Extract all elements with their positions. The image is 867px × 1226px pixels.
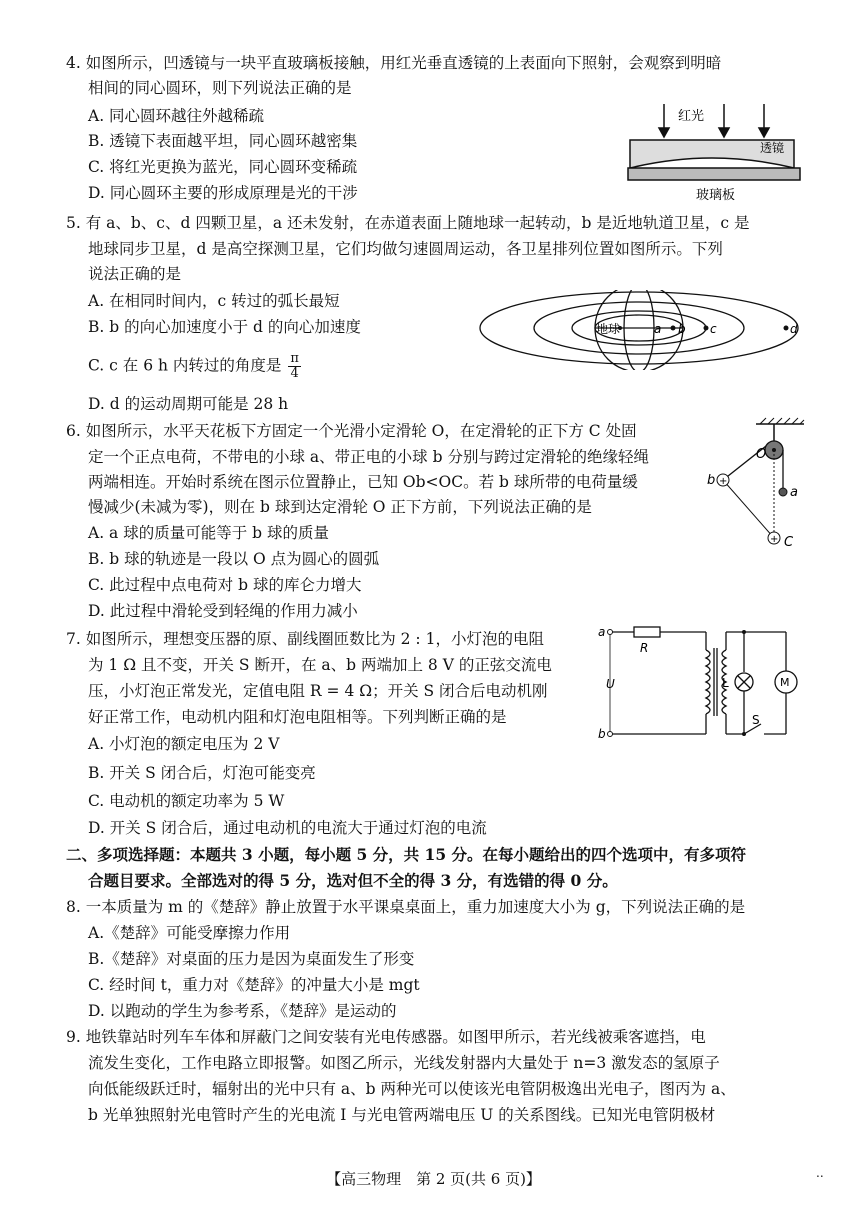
- q7-label-switch: S: [752, 713, 760, 727]
- q4-lens-label: 透镜: [760, 141, 785, 155]
- q5-option-d: D. d 的运动周期可能是 28 h: [88, 395, 289, 413]
- q5-stem-line-1: 5. 有 a、b、c、d 四颗卫星，a 还未发射，在赤道表面上随地球一起转动，b 是近地轨道卫星，c 是: [66, 214, 750, 232]
- q8-option-d: D. 以跑动的学生为参考系，《楚辞》是运动的: [88, 1002, 397, 1020]
- q4-lens-figure: [624, 100, 804, 205]
- q7-label-u: U: [606, 677, 615, 691]
- q5-option-c: [88, 352, 303, 381]
- q7-label-lamp: L: [722, 676, 729, 690]
- q5-option-a: A. 在相同时间内，c 转过的弧长最短: [88, 292, 340, 310]
- section2-heading-line-1: 二、多项选择题：本题共 3 小题，每小题 5 分，共 15 分。在每小题给出的四个选项中，有多项符: [66, 845, 747, 864]
- q5-label-c: c: [710, 322, 717, 336]
- q5-earth-label: 地球: [596, 322, 621, 336]
- q4-stem-line-1: 4. 如图所示，凹透镜与一块平直玻璃板接触，用红光垂直透镜的上表面向下照射，会观察到明暗: [66, 54, 722, 72]
- q8-option-c: C. 经时间 t，重力对《楚辞》的冲量大小是 mgt: [88, 976, 420, 994]
- q6-label-o: O: [756, 447, 767, 462]
- q4-red-light-label: 红光: [678, 109, 705, 124]
- q4-option-b: B. 透镜下表面越平坦，同心圆环越密集: [88, 132, 358, 150]
- q8-stem: 8. 一本质量为 m 的《楚辞》静止放置于水平课桌桌面上，重力加速度大小为 g，下列说法正确的是: [66, 898, 746, 916]
- q4-option-a: A. 同心圆环越往外越稀疏: [88, 107, 265, 125]
- q7-option-a: A. 小灯泡的额定电压为 2 V: [88, 735, 280, 753]
- q7-stem-line-2: 为 1 Ω 且不变，开关 S 断开，在 a、b 两端加上 8 V 的正弦交流电: [88, 656, 552, 674]
- q7-label-b: b: [598, 727, 606, 741]
- q4-option-c: C. 将红光更换为蓝光，同心圆环变稀疏: [88, 158, 358, 176]
- q5-label-a: a: [654, 322, 662, 336]
- q5-fraction-denominator: 4: [290, 366, 299, 381]
- q5-option-c-text: C. c 在 6 h 内转过的角度是: [88, 356, 282, 375]
- q9-stem-line-4: b 光单独照射光电管时产生的光电流 I 与光电管两端电压 U 的关系图线。已知光电管阴极材: [88, 1106, 716, 1124]
- q5-option-b: B. b 的向心加速度小于 d 的向心加速度: [88, 318, 361, 336]
- q5-stem-line-2: 地球同步卫星，d 是高空探测卫星，它们均做匀速圆周运动，各卫星排列位置如图所示。下列: [88, 240, 723, 258]
- q7-label-r: R: [640, 641, 649, 655]
- q8-option-b: B.《楚辞》对桌面的压力是因为桌面发生了形变: [88, 950, 415, 968]
- q7-stem-line-3: 压，小灯泡正常发光，定值电阻 R = 4 Ω；开关 S 闭合后电动机刚: [88, 682, 548, 700]
- q7-stem-line-4: 好正常工作，电动机内阻和灯泡电阻相等。下列判断正确的是: [88, 708, 507, 726]
- svg-text:+: +: [719, 476, 728, 487]
- q6-stem-line-1: 6. 如图所示，水平天花板下方固定一个光滑小定滑轮 O，在定滑轮的正下方 C 处固: [66, 422, 637, 440]
- q6-label-a: a: [790, 485, 798, 500]
- q6-label-b: b: [707, 473, 716, 488]
- q7-stem-line-1: 7. 如图所示，理想变压器的原、副线圈匝数比为 2 : 1，小灯泡的电阻: [66, 630, 544, 648]
- q6-option-a: A. a 球的质量可能等于 b 球的质量: [88, 524, 329, 542]
- q5-label-b: b: [678, 322, 686, 336]
- q6-pulley-figure: [704, 416, 808, 556]
- q9-stem-line-3: 向低能级跃迁时，辐射出的光中只有 a、b 两种光可以使该光电管阴极逸出光电子，图丙为 a、: [88, 1080, 736, 1098]
- q5-fraction-numerator: π: [290, 351, 299, 366]
- q9-stem-line-2: 流发生变化，工作电路立即报警。如图乙所示，光线发射器内大量处于 n=3 激发态的氢原子: [88, 1054, 720, 1072]
- q9-stem-line-1: 9. 地铁靠站时列车车体和屏蔽门之间安装有光电传感器。如图甲所示，若光线被乘客遮挡，电: [66, 1028, 706, 1046]
- q7-option-b: B. 开关 S 闭合后，灯泡可能变亮: [88, 764, 316, 782]
- q6-option-d: D. 此过程中滑轮受到轻绳的作用力减小: [88, 602, 358, 620]
- q6-label-c: C: [784, 535, 794, 550]
- q7-option-d: D. 开关 S 闭合后，通过电动机的电流大于通过灯泡的电流: [88, 819, 487, 837]
- q6-option-c: C. 此过程中点电荷对 b 球的库仑力增大: [88, 576, 362, 594]
- q7-circuit-figure: [596, 620, 832, 744]
- q7-option-c: C. 电动机的额定功率为 5 W: [88, 792, 285, 810]
- section2-heading-line-2: 合题目要求。全部选对的得 5 分，选对但不全的得 3 分，有选错的得 0 分。: [88, 871, 618, 890]
- corner-mark: ..: [816, 1166, 824, 1180]
- q5-label-d: d: [790, 322, 798, 336]
- page-footer: 【高三物理 第 2 页(共 6 页)】: [326, 1170, 541, 1188]
- q4-option-d: D. 同心圆环主要的形成原理是光的干涉: [88, 184, 358, 202]
- q6-option-b: B. b 球的轨迹是一段以 O 点为圆心的圆弧: [88, 550, 380, 568]
- q4-stem-line-2: 相间的同心圆环，则下列说法正确的是: [88, 79, 352, 97]
- q5-stem-line-3: 说法正确的是: [88, 265, 182, 283]
- svg-text:+: +: [770, 534, 779, 545]
- q6-stem-line-2: 定一个正点电荷，不带电的小球 a、带正电的小球 b 分别与跨过定滑轮的绝缘轻绳: [88, 448, 649, 466]
- q6-stem-line-3: 两端相连。开始时系统在图示位置静止，已知 Ob<OC。若 b 球所带的电荷量缓: [88, 473, 638, 491]
- q4-plate-label: 玻璃板: [696, 188, 736, 203]
- q6-stem-line-4: 慢减少(未减为零)，则在 b 球到达定滑轮 O 正下方前，下列说法正确的是: [88, 498, 592, 516]
- q7-label-a: a: [598, 625, 606, 639]
- q7-label-motor: M: [780, 676, 790, 689]
- q5-option-c-fraction: [288, 352, 301, 381]
- q5-satellite-figure: [474, 290, 804, 370]
- q8-option-a: A.《楚辞》可能受摩擦力作用: [88, 924, 291, 942]
